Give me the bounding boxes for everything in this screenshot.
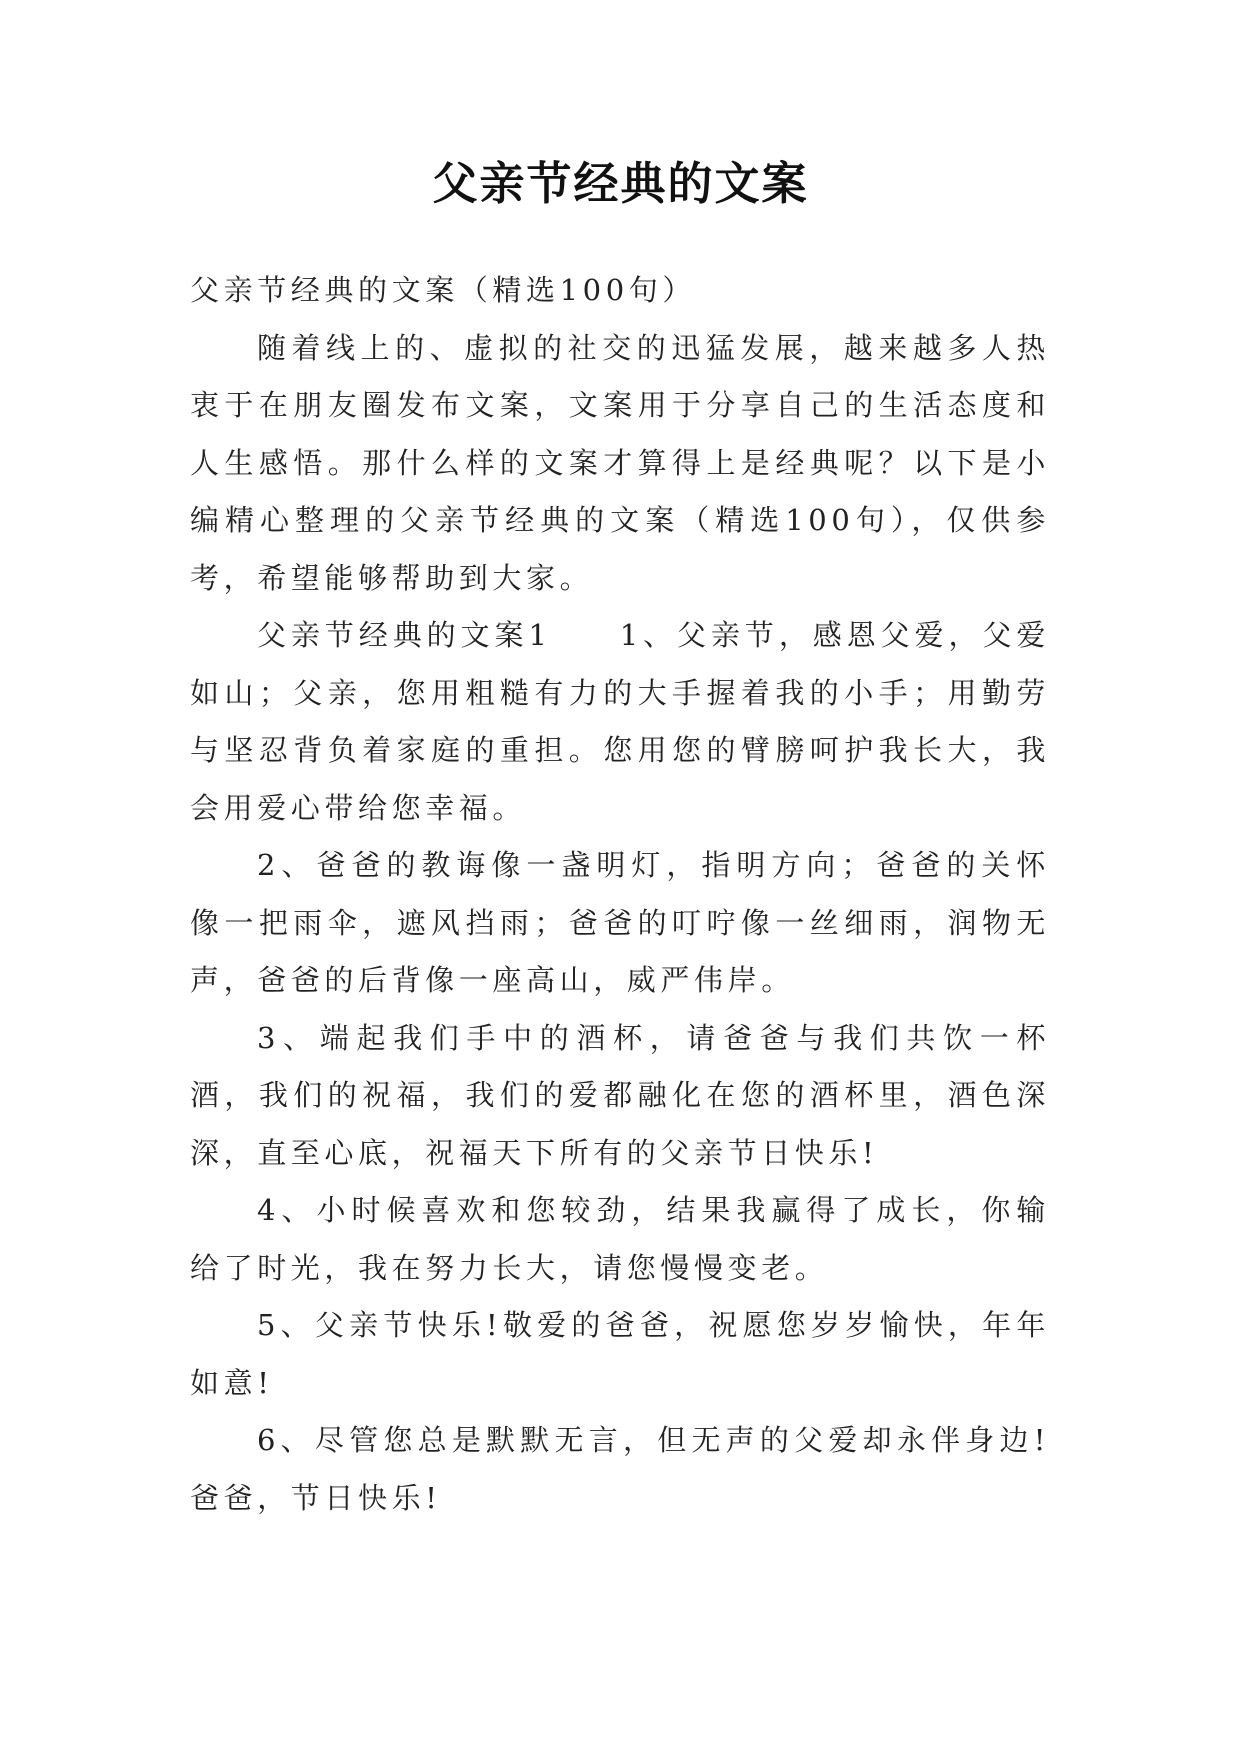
quote-paragraph-1: 父亲节经典的文案1 1、父亲节，感恩父爱，父爱如山；父亲，您用粗糙有力的大手握着我的小手；用勤劳与坚忍背负着家庭的重担。您用您的臂膀呵护我长大，我会用爱心带给您幸福。 [190, 618, 1050, 825]
quote-paragraph-6: 6、尽管您总是默默无言，但无声的父爱却永伴身边!爸爸，节日快乐! [190, 1423, 1050, 1515]
document-body [190, 262, 1050, 1527]
subtitle-line: 父亲节经典的文案（精选100句） [190, 273, 696, 307]
quote-paragraph-4: 4、小时候喜欢和您较劲，结果我赢得了成长，你输给了时光，我在努力长大，请您慢慢变老。 [190, 1193, 1050, 1285]
quote-paragraph-3: 3、端起我们手中的酒杯，请爸爸与我们共饮一杯酒，我们的祝福，我们的爱都融化在您的酒杯里，酒色深深，直至心底，祝福天下所有的父亲节日快乐! [190, 1020, 1050, 1170]
quote-paragraph-2: 2、爸爸的教诲像一盏明灯，指明方向；爸爸的关怀像一把雨伞，遮风挡雨；爸爸的叮咛像一丝细雨，润物无声，爸爸的后背像一座高山，威严伟岸。 [190, 848, 1050, 997]
quote-paragraph-5: 5、父亲节快乐!敬爱的爸爸，祝愿您岁岁愉快，年年如意! [190, 1308, 1050, 1400]
document-title: 父亲节经典的文案 [432, 157, 809, 210]
intro-paragraph: 随着线上的、虚拟的社交的迅猛发展，越来越多人热衷于在朋友圈发布文案，文案用于分享自己的生活态度和人生感悟。那什么样的文案才算得上是经典呢？以下是小编精心整理的父亲节经典的文案（精选100句），仅供参考，希望能够帮助到大家。 [190, 330, 1050, 595]
